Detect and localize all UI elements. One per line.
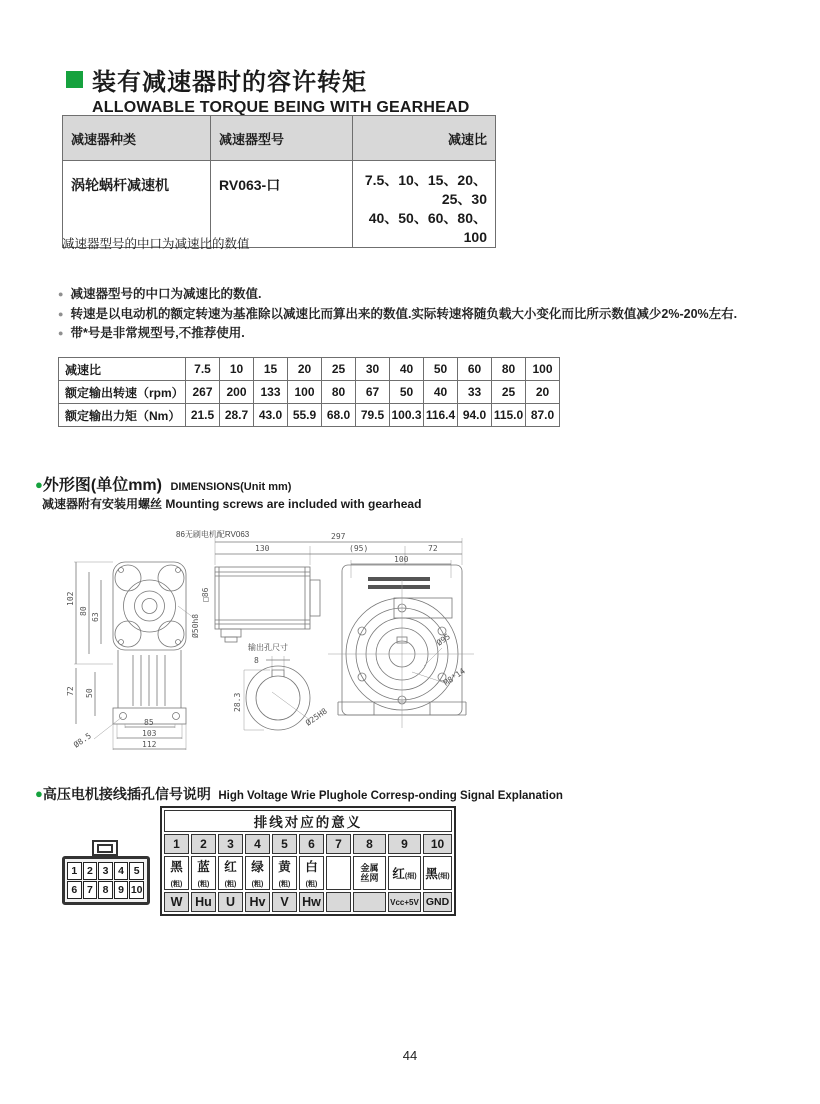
signal-color-name: 红: [392, 867, 405, 881]
green-square-bullet-icon: [66, 71, 83, 88]
ratio-value-cell: 80: [492, 358, 526, 381]
ratio-value-cell: 7.5: [186, 358, 220, 381]
note-text: 减速器型号的中口为减速比的数值.: [70, 287, 262, 301]
ratio-value-cell: 68.0: [322, 404, 356, 427]
ratio-value-cell: 33: [458, 381, 492, 404]
signal-color-cell: [164, 856, 189, 890]
dim-square86: □86: [201, 587, 210, 602]
note-item: [58, 308, 778, 321]
dimensions-title-english: DIMENSIONS(Unit mm): [170, 481, 292, 493]
ratio-value-cell: 25: [492, 381, 526, 404]
signal-color-thickness: (粗): [224, 881, 237, 888]
dim-297: 297: [331, 532, 346, 541]
signal-pin-cell: 2: [191, 834, 216, 854]
gearhead-col-ratio: 减速比: [353, 116, 496, 161]
signal-name-cell: Hv: [245, 892, 270, 912]
signal-pin-cell: 1: [164, 834, 189, 854]
gearhead-model-cell: RV063-口: [211, 161, 353, 248]
ratio-value-cell: 43.0: [254, 404, 288, 427]
dim-80: 80: [79, 606, 88, 616]
signal-name-cell: W: [164, 892, 189, 912]
ratio-row-label: 减速比: [59, 358, 186, 381]
signal-pin-cell: 4: [245, 834, 270, 854]
dimensions-subtitle-cn: 减速器附有安装用螺丝: [42, 497, 163, 511]
signal-name-cell: GND: [423, 892, 452, 912]
page-title-block: [66, 62, 470, 117]
ratio-value-cell: 200: [220, 381, 254, 404]
connector-latch-icon: [92, 840, 118, 856]
connector-body: [62, 856, 150, 905]
signal-color-name: 红: [224, 860, 237, 874]
connector-pin: 5: [129, 862, 144, 880]
dim-bolt: M8*14: [441, 666, 467, 688]
connector-pin: 1: [67, 862, 82, 880]
signal-name-cell: Hw: [299, 892, 324, 912]
dimensions-subtitle: [42, 495, 421, 512]
signal-color-name: 黄: [278, 860, 291, 874]
signal-pin-cell: 6: [299, 834, 324, 854]
ratio-value-cell: 30: [356, 358, 390, 381]
signal-color-thickness: (粗): [305, 881, 318, 888]
ratio-table-row: [59, 358, 560, 381]
page-number: 44: [402, 1048, 418, 1063]
connector-pin: 3: [98, 862, 113, 880]
signal-color-cell: [388, 856, 421, 890]
ratio-value-cell: 15: [254, 358, 288, 381]
note-item: [58, 327, 778, 340]
ratio-value-cell: 100.3: [390, 404, 424, 427]
ratio-value-cell: 116.4: [424, 404, 458, 427]
signal-table: [160, 806, 456, 916]
signal-pin-cell: 5: [272, 834, 297, 854]
ratio-value-cell: 20: [288, 358, 322, 381]
ratio-value-cell: 10: [220, 358, 254, 381]
ratio-value-cell: 40: [390, 358, 424, 381]
ratio-value-cell: 94.0: [458, 404, 492, 427]
gearhead-table: [62, 115, 496, 248]
page-title-english: ALLOWABLE TORQUE BEING WITH GEARHEAD: [92, 99, 470, 116]
signal-pin-cell: 9: [388, 834, 421, 854]
ratios-line2: 40、50、60、80、100: [368, 209, 487, 245]
ratio-value-cell: 100: [526, 358, 560, 381]
ratio-value-cell: 55.9: [288, 404, 322, 427]
note-text: 转速是以电动机的额定转速为基准除以减速比而算出来的数值.实际转速将随负载大小变化而比所示数值减少2%-20%左右.: [70, 306, 738, 321]
dimension-drawing: [58, 520, 478, 754]
connector-pin: 7: [83, 881, 98, 899]
signal-pin-cell: 8: [353, 834, 386, 854]
dim-shaft: Ø50h8: [191, 613, 200, 638]
signal-color-name: 蓝: [197, 860, 210, 874]
page-title: 装有减速器时的容许转矩: [92, 69, 367, 96]
connector-row: [67, 862, 145, 880]
ratio-value-cell: 25: [322, 358, 356, 381]
ratio-table-row: [59, 381, 560, 404]
signal-title: 高压电机接线插孔信号说明: [42, 786, 211, 802]
gearhead-col-type: 减速器种类: [63, 116, 211, 161]
signal-pin-cell: 3: [218, 834, 243, 854]
ratio-table: [58, 357, 560, 427]
dim-95: (95): [349, 544, 369, 553]
signal-color-cell: [191, 856, 216, 890]
green-dot-icon: ●: [35, 786, 43, 801]
ratio-row-label: 额定输出力矩（Nm）: [59, 404, 186, 427]
dim-72-right: 72: [428, 544, 438, 553]
ratio-row-label: 额定输出转速（rpm）: [59, 381, 186, 404]
dim-63: 63: [91, 612, 100, 622]
dim-flange-diameter: Ø95: [434, 631, 452, 648]
signal-pins-row: [164, 834, 452, 854]
signal-name-cell: U: [218, 892, 243, 912]
ratio-value-cell: 67: [356, 381, 390, 404]
signal-signals-row: [164, 892, 452, 912]
connector-pin: 8: [98, 881, 113, 899]
note-text: 带*号是非常规型号,不推荐使用.: [70, 326, 245, 340]
signal-table-caption-row: [164, 810, 452, 832]
dim-102: 102: [66, 591, 75, 606]
dim-85: 85: [144, 718, 154, 727]
dim-50: 50: [85, 688, 94, 698]
dim-key-width: 8: [254, 656, 259, 665]
ratio-value-cell: 115.0: [492, 404, 526, 427]
connector-pin: 4: [114, 862, 129, 880]
signal-color-cell: [423, 856, 452, 890]
signal-color-line: 金属: [360, 862, 379, 873]
signal-title-english: High Voltage Wrie Plughole Corresp-onding Signal Explanation: [218, 790, 563, 802]
ratio-value-cell: 80: [322, 381, 356, 404]
notes-list: [58, 288, 778, 347]
signal-color-thickness: (粗): [251, 881, 264, 888]
dimensions-subtitle-en: Mounting screws are included with gearhead: [165, 497, 422, 511]
ratios-line1: 7.5、10、15、20、25、30: [364, 172, 487, 207]
bullet-dot-icon: ●: [58, 328, 64, 338]
ratio-value-cell: 21.5: [186, 404, 220, 427]
ratio-value-cell: 50: [390, 381, 424, 404]
signal-color-name: 白: [305, 860, 318, 874]
connector-row: [67, 881, 145, 899]
signal-section-header: [35, 784, 563, 804]
signal-color-thickness: (粗): [278, 881, 291, 888]
dim-283: 28.3: [233, 692, 242, 712]
ratio-value-cell: 28.7: [220, 404, 254, 427]
gearhead-ratios-cell: [353, 161, 496, 248]
ratio-value-cell: 60: [458, 358, 492, 381]
ratio-table-body: [59, 358, 560, 427]
gearhead-table-header-row: [63, 116, 496, 161]
ratio-value-cell: 267: [186, 381, 220, 404]
ratio-value-cell: 133: [254, 381, 288, 404]
signal-name-cell: Hu: [191, 892, 216, 912]
signal-color-thickness: (细): [437, 873, 450, 880]
dim-72-left: 72: [66, 686, 75, 696]
connector-pin: 10: [129, 881, 144, 899]
signal-table-title: 排线对应的意义: [164, 810, 452, 832]
ratio-value-cell: 40: [424, 381, 458, 404]
signal-pin-cell: 7: [326, 834, 351, 854]
signal-name-cell: [326, 892, 351, 912]
signal-color-name: 黑: [170, 860, 183, 874]
signal-colors-row: [164, 856, 452, 890]
signal-color-thickness: (细): [404, 873, 417, 880]
signal-color-cell: [218, 856, 243, 890]
dim-hole-85: Ø8.5: [71, 731, 93, 750]
signal-color-cell: [353, 856, 386, 890]
signal-color-cell: [326, 856, 351, 890]
dimensions-title: 外形图(单位mm): [42, 477, 162, 494]
green-dot-icon: ●: [35, 477, 43, 492]
gearhead-type-cell: 涡轮蜗杆减速机: [63, 161, 211, 248]
ratio-value-cell: 20: [526, 381, 560, 404]
connector-pin: 2: [83, 862, 98, 880]
dim-103: 103: [142, 729, 157, 738]
bullet-dot-icon: ●: [58, 289, 64, 299]
signal-pin-cell: 10: [423, 834, 452, 854]
signal-color-thickness: (粗): [170, 881, 183, 888]
ratio-table-row: [59, 404, 560, 427]
output-hole-title: 输出孔尺寸: [248, 643, 288, 652]
ratio-value-cell: 50: [424, 358, 458, 381]
signal-color-line: 丝网: [360, 873, 379, 883]
dim-100: 100: [394, 555, 409, 564]
note-item: [58, 288, 778, 301]
signal-color-name: 绿: [251, 860, 264, 874]
dim-112: 112: [142, 740, 157, 749]
signal-color-name: 黑: [425, 867, 438, 881]
connector-diagram: [62, 840, 150, 905]
signal-name-cell: Vcc+5V: [388, 892, 421, 912]
signal-color-cell: [272, 856, 297, 890]
gearhead-col-model: 减速器型号: [211, 116, 353, 161]
signal-color-cell: [299, 856, 324, 890]
signal-name-cell: [353, 892, 386, 912]
drawing-title: 86无刷电机配RV063: [176, 530, 250, 539]
dim-bore: Ø25H8: [303, 706, 329, 728]
ratio-value-cell: 79.5: [356, 404, 390, 427]
gearhead-table-note: 减速器型号的中口为减速比的数值: [62, 237, 250, 251]
connector-pin: 9: [114, 881, 129, 899]
ratio-value-cell: 87.0: [526, 404, 560, 427]
signal-name-cell: V: [272, 892, 297, 912]
signal-color-thickness: (粗): [197, 881, 210, 888]
connector-pin: 6: [67, 881, 82, 899]
dimensions-section-header: [35, 472, 291, 495]
dim-130: 130: [255, 544, 270, 553]
signal-color-cell: [245, 856, 270, 890]
ratio-value-cell: 100: [288, 381, 322, 404]
bullet-dot-icon: ●: [58, 308, 64, 319]
